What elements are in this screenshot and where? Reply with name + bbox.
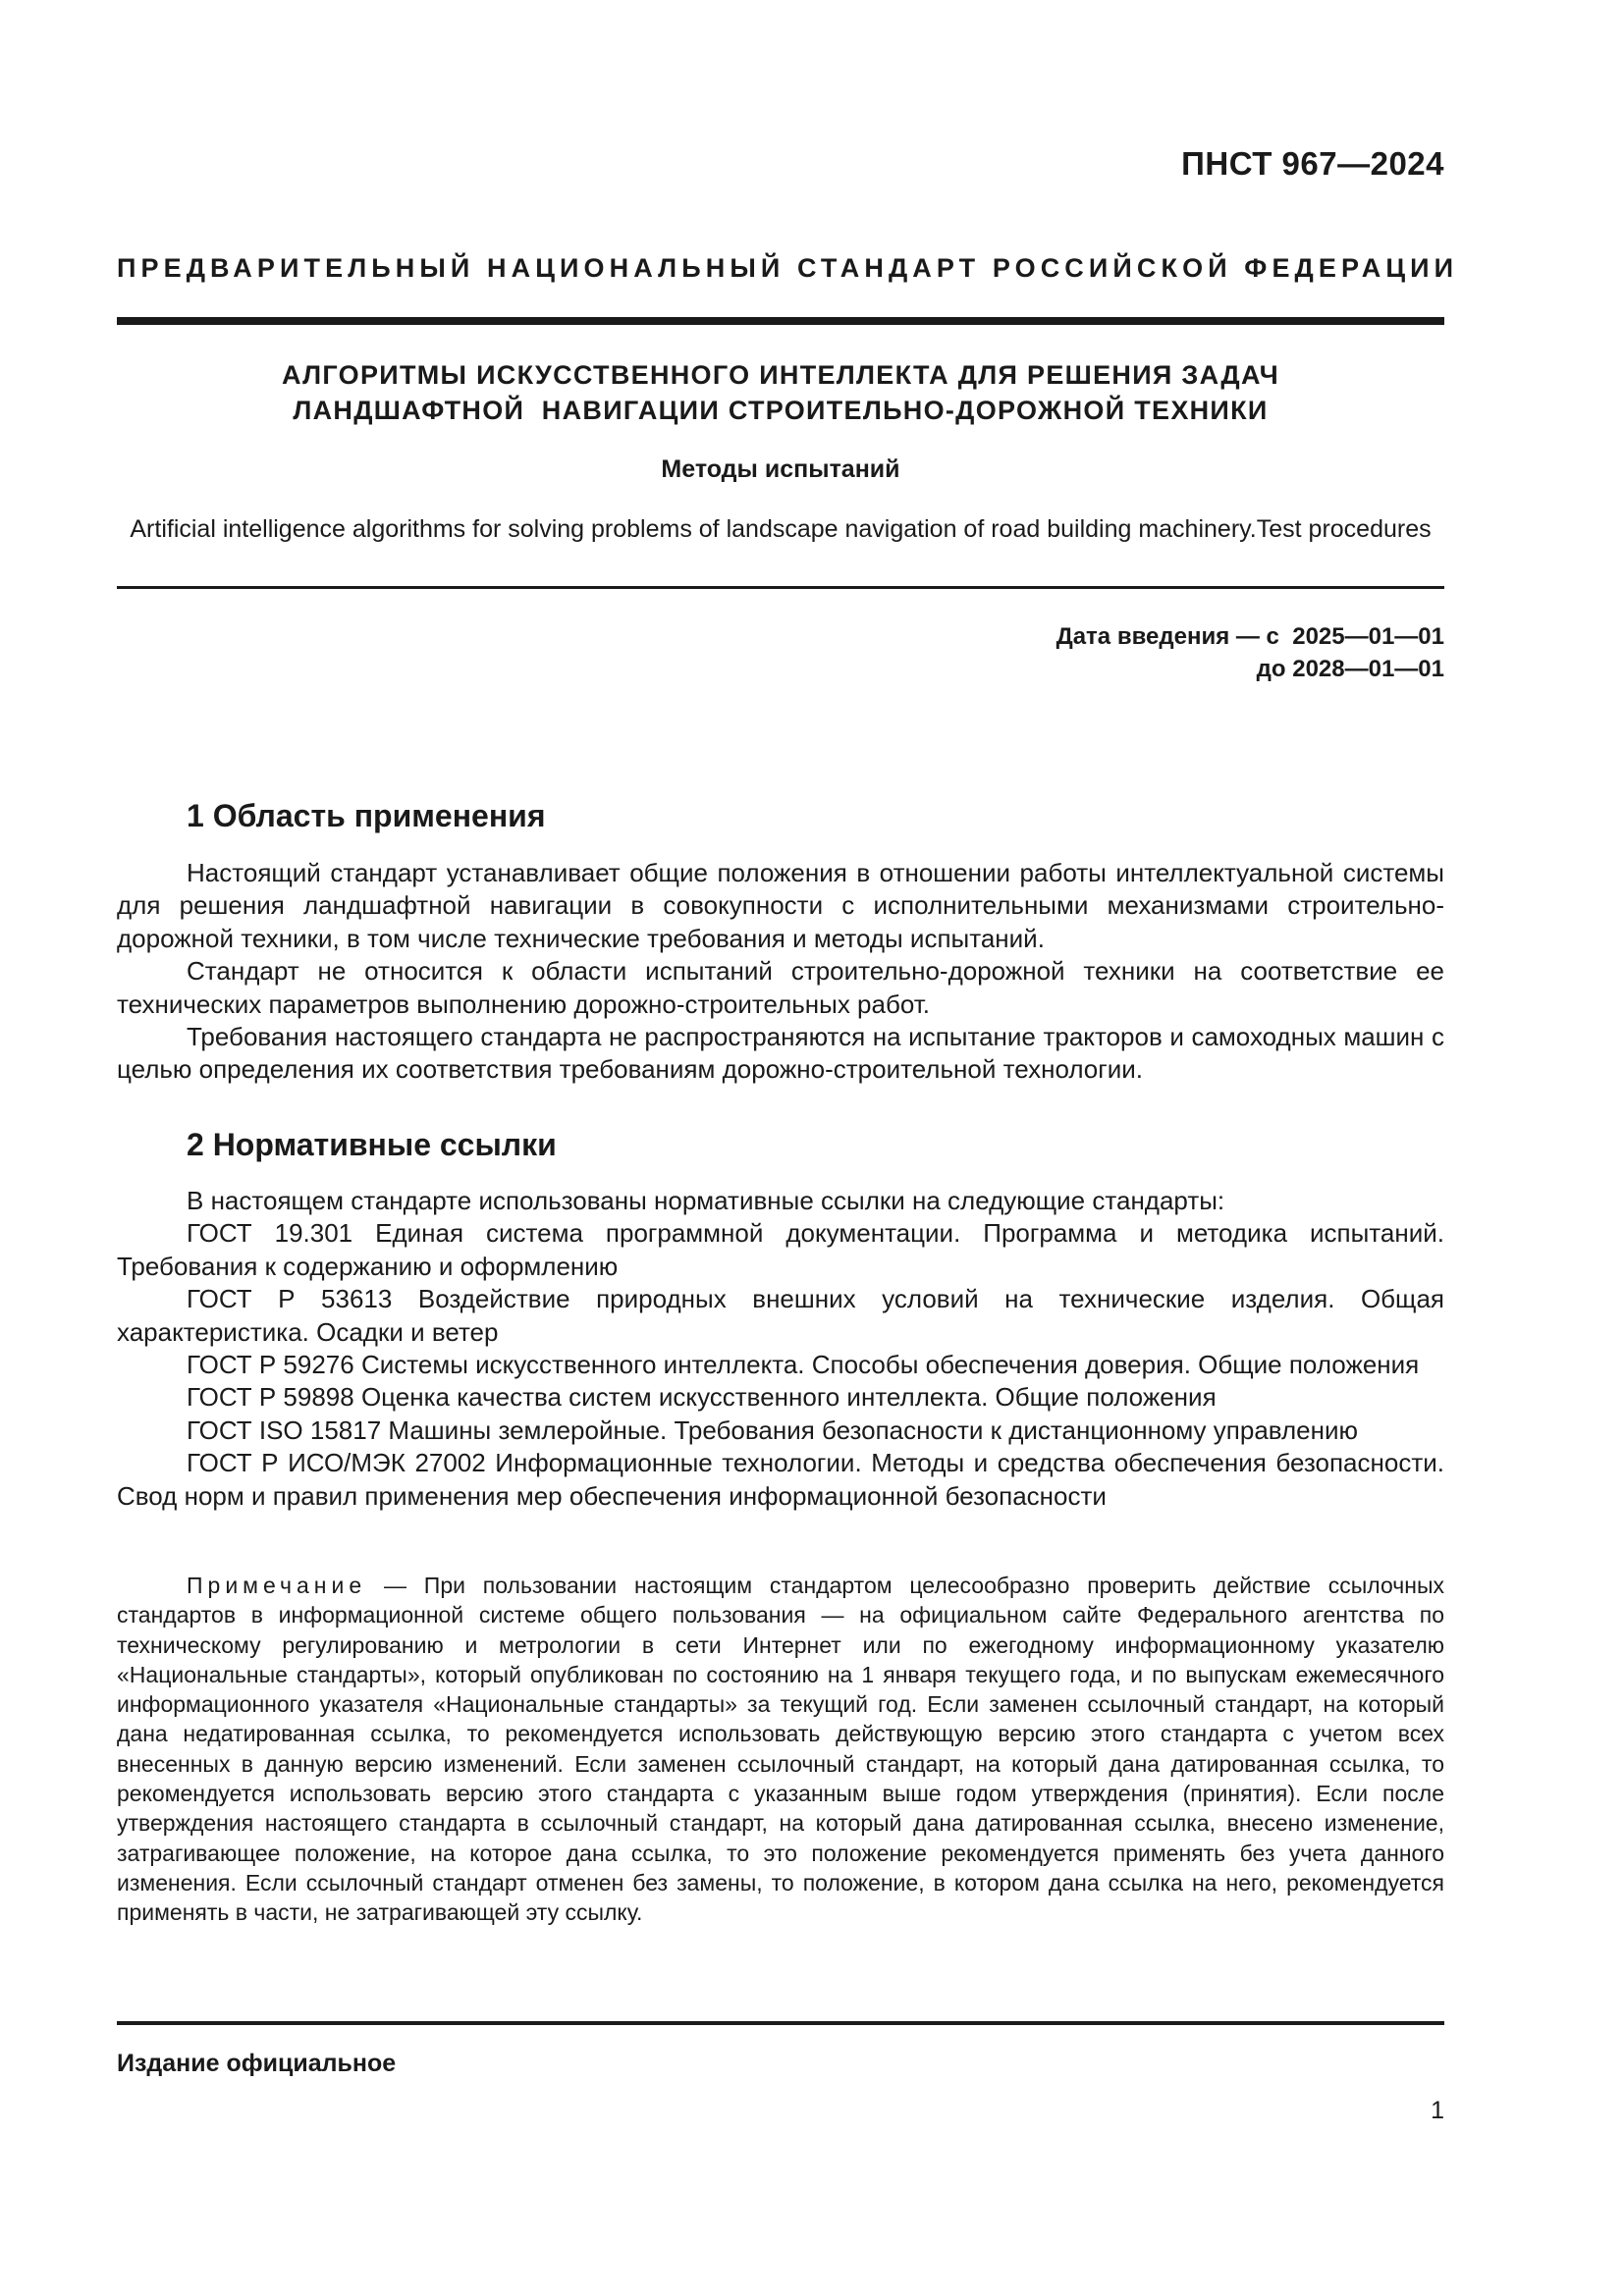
english-title: Artificial intelligence algorithms for solving problems of landscape navigation of road building machinery.Test procedures [130, 515, 1432, 543]
official-edition-label: Издание официальное [117, 2050, 397, 2077]
document-number: ПНСТ 967—2024 [1181, 145, 1444, 182]
page-number: 1 [1431, 2097, 1444, 2124]
footer-rule [117, 2021, 1444, 2025]
note-text: — При пользовании настоящим стандартом целесообразно проверить действие ссылочных стандартов в информационной системе общего пользования — на официальном сайте Федерального агентства по техническому регулированию и метрологии в сети Интернет или по ежегодному информационному указателю «Национальные стандарты», который опубликован по состоянию на 1 января текущего года, и по выпускам ежемесячного информационного указателя «Национальные стандарты» за текущий год. Если заменен ссылочный стандарт, на который дана недатированная ссылка, то рекомендуется использовать действующую версию этого стандарта с учетом всех внесенных в данную версию изменений. Если заменен ссылочный стандарт, на который дана датированная ссылка, то рекомендуется использовать версию этого стандарта с указанным выше годом утверждения (принятия). Если после утверждения настоящего стандарта в ссылочный стандарт, на который дана датированная ссылка, внесено изменение, затрагивающее положение, на которое дана ссылка, то это положение рекомендуется применять без учета данного изменения. Если ссылочный стандарт отменен без замены, то положение, в котором дана ссылка на него, рекомендуется применять в части, не затрагивающей эту ссылку. [117, 1573, 1444, 1926]
paragraph: Стандарт не относится к области испытаний строительно-дорожной техники на соответствие ее технических параметров выполнению дорожно-строительных работ. [117, 956, 1444, 1019]
document-title [117, 357, 1444, 428]
date-start: Дата введения — с 2025—01—01 [1056, 623, 1444, 650]
document-subtitle: Методы испытаний [661, 455, 900, 483]
section-1-heading: 1 Область применения [187, 798, 546, 833]
reference-item: ГОСТ 19.301 Единая система программной документации. Программа и методика испытаний. Требования к содержанию и оформлению [117, 1218, 1444, 1281]
section-2-heading: 2 Нормативные ссылки [187, 1127, 557, 1162]
reference-item: ГОСТ ISO 15817 Машины землеройные. Требования безопасности к дистанционному управлению [187, 1415, 1359, 1445]
reference-item: ГОСТ Р 59898 Оценка качества систем искусственного интеллекта. Общие положения [187, 1382, 1217, 1413]
note-label: Примечание [187, 1573, 367, 1598]
header-rule [117, 317, 1444, 325]
title-rule [117, 586, 1444, 589]
reference-item: ГОСТ Р ИСО/МЭК 27002 Информационные технологии. Методы и средства обеспечения безопасности. Свод норм и правил применения мер обеспечения информационной безопасности [117, 1448, 1444, 1511]
date-end: до 2028—01—01 [1256, 656, 1444, 682]
standard-type-banner: ПРЕДВАРИТЕЛЬНЫЙ НАЦИОНАЛЬНЫЙ СТАНДАРТ РОССИЙСКОЙ ФЕДЕРАЦИИ [117, 253, 1459, 283]
paragraph: Требования настоящего стандарта не распространяются на испытание тракторов и самоходных машин с целью определения их соответствия требованиям дорожно-строительной технологии. [117, 1022, 1444, 1085]
title-line-2: ЛАНДШАФТНОЙ НАВИГАЦИИ СТРОИТЕЛЬНО-ДОРОЖНОЙ ТЕХНИКИ [293, 396, 1269, 425]
reference-item: ГОСТ Р 53613 Воздействие природных внешних условий на технические изделия. Общая характеристика. Осадки и ветер [117, 1284, 1444, 1347]
paragraph: Настоящий стандарт устанавливает общие положения в отношении работы интеллектуальной системы для решения ландшафтной навигации в совокупности с исполнительными механизмами строительно-дорожной техники, в том числе технические требования и методы испытаний. [117, 858, 1444, 953]
references-intro: В настоящем стандарте использованы нормативные ссылки на следующие стандарты: [187, 1186, 1225, 1215]
section-2-body [117, 1185, 1444, 1513]
note-block [117, 1571, 1444, 1928]
effective-dates [1056, 620, 1444, 685]
section-1-body [117, 857, 1444, 1087]
reference-item: ГОСТ Р 59276 Системы искусственного интеллекта. Способы обеспечения доверия. Общие положения [187, 1350, 1420, 1380]
title-line-1: АЛГОРИТМЫ ИСКУССТВЕННОГО ИНТЕЛЛЕКТА ДЛЯ РЕШЕНИЯ ЗАДАЧ [282, 360, 1279, 390]
